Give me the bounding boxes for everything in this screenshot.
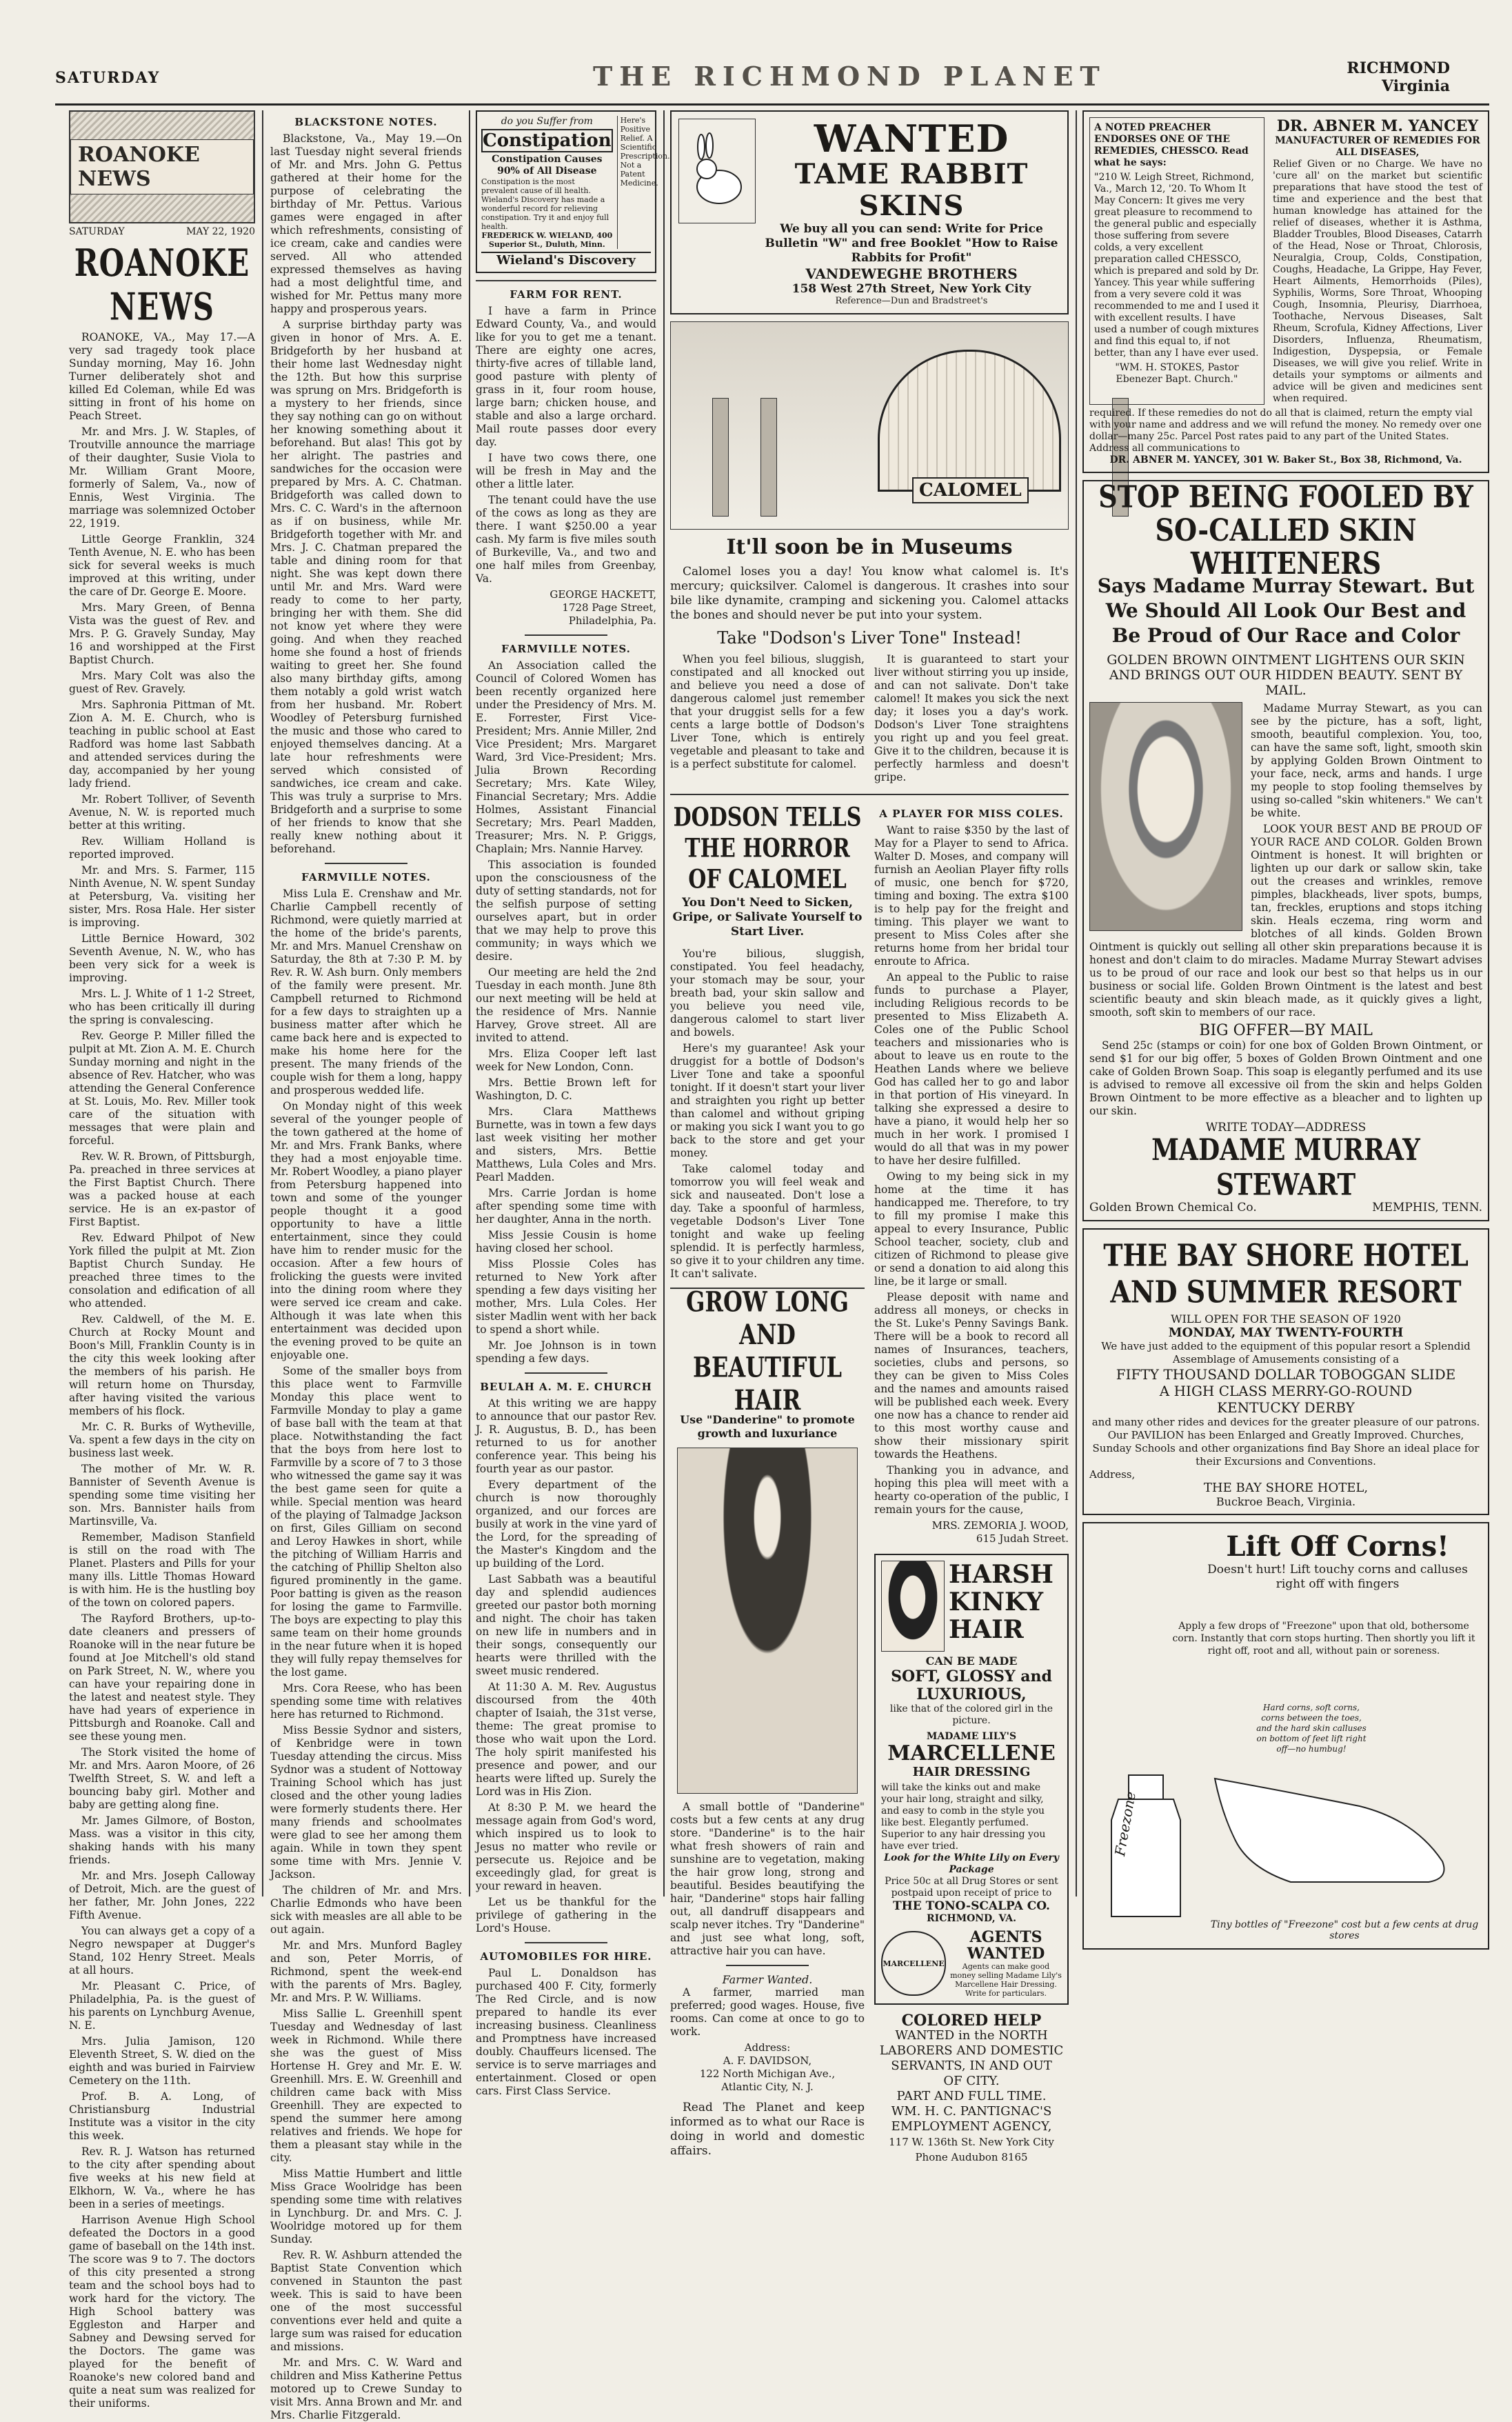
farmer-address-name: A. F. DAVIDSON, [723, 2054, 812, 2067]
yancey-name: DR. ABNER M. YANCEY [1276, 117, 1479, 135]
article-paragraph: Miss Plossie Coles has returned to New York after spending a few days visiting her mother, Mrs. Lula Coles. Her sister Madlin went with her back to spend a short while. [476, 1258, 656, 1336]
article-paragraph: The Stork visited the home of Mr. and Mrs. Aaron Moore, of 26 Twelfth Street, S. W. and left a bouncing baby girl. Mother and baby are getting along fine. [69, 1746, 255, 1811]
article-paragraph: Blackstone, Va., May 19.—On last Tuesday night several friends of Mr. and Mrs. John G. Pettus gathered at their home for the purpose of celebrating the birthday of Mr. Pettus. Various games were engaged in after which refreshments, consisting of ice cream, cake and candies were served. All who attended expressed themselves as having had a most delightful time, and wished for Mr. Pettus many more happy and prosperous years. [270, 132, 462, 315]
harsh-brand-3: HAIR DRESSING [912, 1765, 1031, 1779]
column-three [476, 110, 670, 2097]
divider [325, 863, 407, 864]
help-line-9: Phone Audubon 8165 [915, 2151, 1028, 2163]
rabbit-illustration [678, 119, 756, 223]
harsh-hair-title [949, 1561, 1062, 1652]
harsh-title-2: KINKY [949, 1588, 1044, 1617]
article-paragraph: At this writing we are happy to announce that our pastor Rev. J. R. Augustus, B. D., has been returned to us for another conference year. This being his fourth year as our pastor. [476, 1397, 656, 1475]
roanoke-articles [69, 331, 255, 2410]
article-paragraph: Mrs. Mary Green, of Benna Vista was the guest of Rev. and Mrs. P. G. Gravely Sunday, May 16 and worshipped at the First Baptist Church. [69, 601, 255, 666]
masthead-rule [55, 103, 1489, 106]
corn-subtitle: Doesn't hurt! Lift touchy corns and calluses right off with fingers [1207, 1563, 1468, 1591]
stop-body-2: LOOK YOUR BEST AND BE PROUD OF YOUR RACE AND COLOR. Golden Brown Ointment is honest. It will brighten or lighten up our dark or sallow skin, take out the creases and wrinkles, remove pimples, blackheads, liver spots, bumps, tan, freckles, eruptions and stops itching skin. Heals eczema, ring worm and blotches of all kinds. Golden Brown Ointment is quickly out selling all other skin preparations because it is honest and don't claim to do miracles. Madame Murray Stewart advises us to be proud of our race and look our best so that helps us in our business or social life. Golden Brown Ointment is the latest and best scientific beauty and skin bleach made, as it quickly gives a light, smooth, soft skin to members of our race. [1089, 823, 1482, 1019]
dodson-left: When you feel bilious, sluggish, constipated and all knocked out and believe you need a dose of dangerous calomel just remember that your druggist sells for a few cents a large bottle of Dodson's Liver Tone, which is entirely vegetable and pleasant to take and is a perfect substitute for calomel. [670, 653, 865, 770]
farmer-address-label: Address: [744, 2041, 791, 2054]
player-signature [874, 1519, 1069, 1545]
harsh-hair-ad [874, 1554, 1069, 2005]
article-paragraph: Mrs. Cora Reese, who has been spending some time with relatives here has returned to Richmond. [270, 1682, 462, 1721]
article-paragraph: Please deposit with name and address all moneys, or checks in the St. Luke's Penny Savings Bank. There will be a book to record all names of Insurances, teachers, societies, clubs and persons, so they can be given to Miss Coles and the names and amounts raised will be published each week. Every one now has a chance to render aid to this most worthy cause and show their missionary spirit towards the Heathens. [874, 1291, 1069, 1461]
read-planet: Read The Planet and keep informed as to what our Race is doing in world and domestic affairs. [670, 2101, 865, 2158]
divider [726, 1965, 809, 1966]
noted-preacher-box [1089, 117, 1264, 405]
bay-big-3: KENTUCKY DERBY [1217, 1399, 1355, 1416]
help-line-2: LABORERS AND DOMESTIC [879, 2043, 1064, 2058]
article-paragraph: Miss Bessie Sydnor and sisters, of Kenbridge were in town Tuesday attending the circus. Miss Sydnor was a student of Nottoway Training School which has just closed and the other young ladies were formerly students there. Her many friends and schoolmates were glad to see her among them again. While in town they spent some time with Mrs. Jennie V. Jackson. [270, 1724, 462, 1881]
farmville-council-article [476, 659, 656, 1365]
article-paragraph: Mrs. Carrie Jordan is home after spending some time with her daughter, Anna in the north. [476, 1187, 656, 1225]
farmville-heading: FARMVILLE NOTES. [301, 871, 431, 883]
article-paragraph: Rev. George P. Miller filled the pulpit at Mt. Zion A. M. E. Church Sunday morning and night in the absence of Rev. Hatcher, who was attending the General Conference at St. Louis, Mo. Rev. Miller took care of the situation with messages that were plain and forceful. [69, 1030, 255, 1147]
farm-rent-heading: FARM FOR RENT. [510, 288, 623, 301]
farm-rent-signature [476, 588, 656, 628]
blackstone-heading: BLACKSTONE NOTES. [294, 116, 438, 128]
noted-letter: "210 W. Leigh Street, Richmond, Va., March 12, '20. To Whom It May Concern: It gives me very great pleasure to recommend to the general public and especially those suffering from severe colds, a very excellent preparation called CHESSCO, which is prepared and sold by Dr. Yancey. This year while suffering from a very severe cold it was recommended to me and I used it with excellent results. I have used a number of cough mixtures and find this equal to, if not better, than any I have ever used. [1094, 172, 1260, 359]
article-paragraph: Mrs. Julia Jamison, 120 Eleventh Street, S. W. died on the eighth and was buried in Fairview Cemetery on the 11th. [69, 2035, 255, 2087]
bay-body-1: We have just added to the equipment of this popular resort a Splendid Assemblage of Amusements consisting of a [1101, 1340, 1471, 1365]
bay-hotel: THE BAY SHORE HOTEL, [1203, 1481, 1369, 1495]
article-paragraph: Our meeting are held the 2nd Tuesday in each month. June 8th our next meeting will be held at the residence of Mrs. Nannie Harvey, Grove street. All are invited to attend. [476, 966, 656, 1044]
harsh-city: RICHMOND, VA. [927, 1913, 1016, 1924]
farmer-body: A farmer, married man preferred; good wages. House, five rooms. Can come at once to go to work. [670, 1986, 865, 2038]
harsh-brand-1: MADAME LILY'S [926, 1731, 1017, 1742]
article-paragraph: You can always get a copy of a Negro newspaper at Dugger's Stand, 102 Henry Street. Meals at all hours. [69, 1925, 255, 1976]
column-blackstone [270, 110, 462, 2421]
divider [525, 1942, 607, 1943]
rabbit-ad-company: VANDEWEGHE BROTHERS [805, 266, 1018, 282]
article-paragraph: Mrs. Mary Colt was also the guest of Rev. Gravely. [69, 670, 255, 695]
farmer-address-street: 122 North Michigan Ave., [699, 2068, 836, 2080]
masthead-day: SATURDAY [55, 69, 161, 87]
help-line-8: 117 W. 136th St. New York City [889, 2136, 1054, 2148]
section-title: ROANOKE NEWS [74, 241, 250, 329]
article-paragraph: Mrs. Saphronia Pittman of Mt. Zion A. M. E. Church, who is teaching in public school at East Radford was home last Sabbath and attended services during the day, accompanied by her young lady friend. [69, 699, 255, 790]
article-paragraph: Rev. Edward Philpot of New York filled the pulpit at Mt. Zion Baptist Church Sunday. He preached three times to the consolation and edification of all who attended. [69, 1232, 255, 1310]
dodson-right: It is guaranteed to start your liver without stirring you up inside, and can not salivate. Don't take calomel! It makes you sick the next day; it loses you a day's work. Dodson's Liver Tone straightens you right up and you feel great. Give it to the children, because it is perfectly harmless and doesn't gripe. [874, 653, 1069, 783]
article-paragraph: Here's my guarantee! Ask your druggist for a bottle of Dodson's Liver Tone and take a spoonful tonight. If it doesn't start your liver and straighten you right up better than calomel and without griping or making you sick I want you to go back to the store and get your money. [670, 1042, 865, 1159]
article-paragraph: Mr. James Gilmore, of Boston, Mass. was a visitor in this city, shaking hands with his many friends. [69, 1814, 255, 1866]
article-paragraph: Mr. and Mrs. Munford Bagley and son, Peter Morris, of Richmond, spent the week-end with the parents of Mrs. Bagley, Mr. and Mrs. P. W. Williams. [270, 1939, 462, 2004]
column-five [1082, 110, 1489, 1941]
write-name: MADAME MURRAY STEWART [1151, 1132, 1420, 1203]
horror-body [670, 948, 865, 1281]
masthead-city: RICHMOND [1347, 59, 1450, 77]
article-paragraph: Want to raise $350 by the last of May for a Player to send to Africa. Walter D. Moses, and company will furnish an Aeolian Player fifty rolls of music, one bench for $720, timing and boxing. The extra $100 is to help pay for the freight and timing. This player we want to present to Miss Coles after she returns home from her bridal tour enroute to Africa. [874, 824, 1069, 968]
corn-body: Apply a few drops of "Freezone" upon that old, bothersome corn. Instantly that corn stops hurting. Then shortly you lift it right off, root and all, without pain or soreness. [1172, 1621, 1475, 1657]
harsh-brand-2: MARCELLENE [887, 1741, 1056, 1765]
horror-subtitle: You Don't Need to Sicken, Gripe, or Salivate Yourself to Start Liver. [672, 896, 863, 939]
write-city: MEMPHIS, TENN. [1372, 1201, 1482, 1214]
constipation-ad-subtitle: Constipation Causes 90% of All Disease [492, 154, 603, 177]
column-four [670, 110, 1069, 2163]
farm-sig-city: Philadelphia, Pa. [568, 614, 656, 627]
article-paragraph: You're bilious, sluggish, constipated. You feel headachy, your stomach may be sour, your breath bad, your skin sallow and you believe you need vile, dangerous calomel to start liver and bowels. [670, 948, 865, 1039]
constipation-ad-body: Constipation is the most prevalent cause of ill health. Wieland's Discovery has made a wonderful record for relieving constipation. Try it and enjoy full health. [481, 177, 609, 231]
help-line-6: WM. H. C. PANTIGNAC'S [891, 2104, 1052, 2119]
article-paragraph: Take calomel today and tomorrow you will feel weak and sick and nauseated. Don't lose a day. Take a spoonful of harmless, vegetable Dodson's Liver Tone tonight and wake up feeling splendid. It is perfectly harmless, so give it to your children any time. It can't salivate. [670, 1163, 865, 1280]
column-four-left [670, 802, 865, 2165]
farm-sig-street: 1728 Page Street, [562, 601, 656, 614]
farmville-articles [270, 888, 462, 2422]
museum-illustration [670, 321, 1069, 530]
golden-brown-ad [1082, 480, 1489, 1221]
article-paragraph: On Monday night of this week several of the younger people of the town gathered at the home of Mr. and Mrs. Frank Banks, where they had a most enjoyable time. Mr. Robert Woodley, a piano player from Petersburg happened into town and some of the younger people thought it a good opportunity to have a little entertainment, since they could have him to render music for the occasion. After a few hours of frolicking the guests were invited into the dining room where they were served ice cream and cake. Although it was late when this entertainment was decided upon the evening proved to be quite an enjoyable one. [270, 1100, 462, 1361]
article-paragraph: Mr. and Mrs. Joseph Calloway of Detroit, Mich. are the guest of her father, Mr. John Jones, 222 Fifth Avenue. [69, 1870, 255, 1921]
museum-headline: It'll soon be in Museums [726, 535, 1013, 559]
agents-1: AGENTS [969, 1928, 1042, 1946]
bay-address-label: Address, [1089, 1468, 1136, 1481]
help-line-4: OF CITY. [943, 2074, 1000, 2088]
rabbit-ad-body: We buy all you can send: Write for Price Bulletin "W" and free Booklet "How to Raise Rabbits for Profit" [765, 222, 1058, 265]
article-paragraph: Rev. R. W. Ashburn attended the Baptist State Convention which convened in Staunton the past week. This is said to have been one of the most successful conventions ever held and quite a large sum was raised for education and missions. [270, 2249, 462, 2353]
constipation-ad [476, 110, 670, 273]
yancey-address: DR. ABNER M. YANCEY, 301 W. Baker St., Box 38, Richmond, Va. [1109, 454, 1462, 466]
marcellene-tin: MARCELLENE [881, 1931, 946, 1996]
stop-body-1: Madame Murray Stewart, as you can see by the picture, has a soft, light, smooth, beautiful complexion. You, too, can have the same soft, light, smooth skin by applying Golden Brown Ointment to your face, neck, arms and hands. I urge my people to stop fooling themselves by using so-called "skin whiteners." We can't be white. [1251, 702, 1482, 819]
player-sig-address: 615 Judah Street. [976, 1532, 1069, 1545]
article-paragraph: Remember, Madison Stanfield is still on the road with The Planet. Plasters and Pills for your many ills. Little Thomas Howard is with him. He is the hustling boy of the town on colored papers. [69, 1531, 255, 1609]
write-today: WRITE TODAY—ADDRESS [1205, 1121, 1367, 1134]
stop-title: STOP BEING FOOLED BY SO-CALLED SKIN WHITENERS [1098, 479, 1473, 581]
hair-subtitle: Use "Danderine" to promote growth and luxuriance [680, 1413, 855, 1440]
article-paragraph: Little George Franklin, 324 Tenth Avenue, N. E. who has been sick for several weeks is much improved at this writing, under the care of Dr. George E. Moore. [69, 533, 255, 598]
dateline-day: SATURDAY [69, 226, 125, 237]
constipation-ad-title: Constipation [483, 130, 612, 151]
write-company: Golden Brown Chemical Co. [1089, 1201, 1257, 1214]
rabbit-ad-title: WANTED [814, 117, 1009, 161]
bay-shore-ad [1082, 1228, 1489, 1515]
harsh-title-3: HAIR [949, 1615, 1024, 1644]
article-paragraph: I have a farm in Prince Edward County, Va., and would like for you to get me a tenant. There are eighty one acres, thirty-five acres of tillable land, good pasture with plenty of grass in it, four room house, large barn; chicken house, and stable and also a large orchard. Mail route passes door every day. [476, 305, 656, 448]
noted-head: A NOTED PREACHER ENDORSES ONE OF THE REMEDIES, CHESSCO. Read what he says: [1094, 122, 1249, 168]
help-line-7: EMPLOYMENT AGENCY, [891, 2119, 1052, 2134]
agents-body: Agents can make good money selling Madame Lily's Marcellene Hair Dressing. Write for particulars. [950, 1962, 1062, 1998]
bay-big-1: FIFTY THOUSAND DOLLAR TOBOGGAN SLIDE [1116, 1366, 1456, 1383]
article-paragraph: Every department of the church is now thoroughly organized, and our forces are busily at work in the vine yard of the Lord, for the spreading of the Master's Kingdom and the up building of the Lord. [476, 1479, 656, 1570]
farmer-address [670, 2041, 865, 2094]
section-illustration-label: ROANOKE NEWS [70, 139, 254, 194]
museum-dome [878, 350, 1061, 492]
colored-help-ad [874, 2013, 1069, 2165]
constipation-ad-sender: FREDERICK W. WIELAND, 400 Superior St., Duluth, Minn. [481, 231, 613, 249]
article-paragraph: This association is founded upon the consciousness of the duty of setting standards, not for the selfish purpose of setting ourselves apart, but in order that we may help to prove this community; in ways which we desire. [476, 859, 656, 963]
agents-2: WANTED [967, 1945, 1045, 1963]
article-paragraph: Harrison Avenue High School defeated the Doctors in a good game of baseball on the 14th inst. The score was 9 to 7. The doctors of this city presented a strong team and the school boys had to work hard for the victory. The High School battery was Eggleston and Harper and Sabney and Dewsing served for the Doctors. The game was played for the benefit of Roanoke's new colored band and quite a neat sum was realized for their uniforms. [69, 2214, 255, 2410]
article-paragraph: An appeal to the Public to raise funds to purchase a Player, including Religious records to be presented to Miss Elizabeth A. Coles one of the Public School teachers and missionaries who is about to leave us en route to the Heathen Lands where we believe God has called her to go and labor in that portion of His vineyard. In talking she expressed a desire to have a piano, it would help her so much in her work. I promised I would do all that was in my power to have her desire fulfilled. [874, 971, 1069, 1167]
article-paragraph: Rev. R. J. Watson has returned to the city after spending about five weeks at his new field at Elkhorn, W. Va., where he has been in a series of meetings. [69, 2145, 255, 2210]
column-rule [469, 110, 470, 1896]
article-paragraph: ROANOKE, VA., May 17.—A very sad tragedy took place Sunday morning, May 16. John Turner deliberately shot and killed Ed Coleman, while Ed was sitting in front of his home on Peach Street. [69, 331, 255, 422]
harsh-title-1: HARSH [949, 1560, 1054, 1589]
autos-heading: AUTOMOBILES FOR HIRE. [480, 1950, 652, 1963]
divider [670, 794, 1069, 795]
freezone-bottle-label: Freezone [1111, 1790, 1140, 1858]
yancey-ad [1082, 110, 1489, 473]
madame-stewart-portrait [1089, 702, 1242, 931]
rabbit-ad-address: 158 West 27th Street, New York City [792, 282, 1031, 296]
rabbit-icon [686, 133, 748, 209]
hair-body: A small bottle of "Danderine" costs but a few cents at any drug store. "Danderine" is to the hair what fresh showers of rain and sunshine are to vegetation, making the hair grow long, strong and beautiful. Besides beautifying the hair, "Danderine" stops hair falling out, all dandruff disappears and scalp never itches. Try "Danderine" and just see what long, soft, attractive hair you can have. [670, 1801, 865, 1957]
farmer-address-city: Atlantic City, N. J. [721, 2081, 814, 2093]
article-paragraph: A surprise birthday party was given in honor of Mrs. A. E. Bridgeforth by her husband at their home last Wednesday night the 12th. But how this surprise was sprung on Mrs. Bridgeforth is a mystery to her friends, since they say nothing can go on without her knowing something about it beforehand. But alas! This got by her alright. The pastries and sandwiches for the occasion were prepared by Mrs. A. C. Chatman. Bridgeforth was called down to Mrs. C. C. Ward's in the afternoon as if on business, while Mr. Bridgeforth together with Mr. and Mrs. J. C. Chatman prepared the table and dining room for that night. She was kept down there until Mr. and Mrs. Ward were ready to come to her party, bringing her with them. She did not know yet where they were going. And when they reached home she found a host of friends waiting to greet her. She found also many birthday gifts, among them notably a gold wrist watch from her husband. Mr. Robert Woodley of Petersburg furnished the music and those who cared to enjoyed themselves dancing. At a late hour refreshments were served which consisted of sandwiches, ice cream and cake. This was truly a surprise to Mrs. Bridgeforth and a surprise to some of her friends to know that she really knew nothing about it beforehand. [270, 319, 462, 855]
corn-body-2: Hard corns, soft corns, corns between the toes, and the hard skin calluses on bottom of feet lift right off—no humbug! [1256, 1703, 1367, 1754]
harsh-company: THE TONO-SCALPA CO. [893, 1899, 1050, 1913]
stop-tagline: GOLDEN BROWN OINTMENT LIGHTENS OUR SKIN AND BRINGS OUT OUR HIDDEN BEAUTY. SENT BY MAIL. [1107, 652, 1465, 698]
museum-column [712, 398, 729, 517]
farm-rent-article [476, 305, 656, 586]
article-paragraph: Let us be thankful for the privilege of gathering in the Lord's House. [476, 1896, 656, 1934]
bay-title: THE BAY SHORE HOTEL AND SUMMER RESORT [1103, 1237, 1469, 1310]
divider [525, 1372, 607, 1374]
article-paragraph: Mrs. Clara Matthews Burnette, was in town a few days last week visiting her mother and sisters, Mrs. Bettie Matthews, Lula Coles and Mrs. Pearl Madden. [476, 1105, 656, 1183]
column-rule [262, 110, 263, 1896]
bay-body-2: and many other rides and devices for the greater pleasure of our patrons. [1091, 1416, 1480, 1428]
corn-title: Lift Off Corns! [1226, 1530, 1449, 1563]
article-paragraph: Miss Lula E. Crenshaw and Mr. Charlie Campbell recently of Richmond, were quietly married at the home of the bride's parents, Mr. and Mrs. Manuel Crenshaw on Saturday, the 8th at 7:30 P. M. by Rev. R. W. Ash burn. Only members of the family were present. Mr. Campbell returned to Richmond for a few days to straighten up a business matter after which he came back here and is expected to make his home here for the present. The many friends of the couple wish for them a long, happy and prosperous wedded life. [270, 888, 462, 1097]
autos-body: Paul L. Donaldson has purchased 400 F. City, formerly The Red Circle, and is now prepared to handle its ever increasing business. Cleanliness and Promptness have increased doubly. Chauffeurs licensed. The service is to serve marriages and entertainment. Closed or open cars. First Class Service. [476, 1967, 656, 2097]
player-heading: A PLAYER FOR MISS COLES. [879, 808, 1064, 820]
constipation-ad-kicker: do you Suffer from [501, 116, 593, 127]
bay-body-3: Our PAVILION has been Enlarged and Greatly Improved. Churches, Sunday Schools and other organizations find Bay Shore an ideal place for their Excursions and Conventions. [1092, 1429, 1480, 1468]
hair-title: GROW LONG AND BEAUTIFUL HAIR [686, 1285, 849, 1417]
article-paragraph: Owing to my being sick in my home at the time it has handicapped me. Therefore, to try to fill my promise I make this appeal to every Insurance, Public School teacher, society, club and citizen of Richmond to please give or send a donation to aid along this line, be it large or small. [874, 1170, 1069, 1288]
article-paragraph: The children of Mr. and Mrs. Charlie Edmonds who have been sick with measles are all able to be out again. [270, 1884, 462, 1936]
article-paragraph: Mr. Robert Tolliver, of Seventh Avenue, N. W. is reported much better at this writing. [69, 793, 255, 832]
article-paragraph: At 11:30 A. M. Rev. Augustus discoursed from the 40th chapter of Isaiah, the 31st verse, theme: The great promise to those who wait upon the Lord. The holy spirit manifested his presence and power, and our hearts were lifted up. Surely the Lord was in His Zion. [476, 1681, 656, 1798]
freezone-ad [1082, 1522, 1489, 1950]
article-paragraph: Mr. Pleasant C. Price, of Philadelphia, Pa. is the guest of his parents on Lynchburg Avenue, N. E. [69, 1980, 255, 2032]
article-paragraph: Rev. Caldwell, of the M. E. Church at Rocky Mount and Boon's Mill, Franklin County is in the city this week looking after the members of his parish. He will return home on Thursday, after having visited the various members of his flock. [69, 1313, 255, 1417]
harsh-soft: SOFT, GLOSSY and LUXURIOUS, [891, 1668, 1052, 1703]
column-roanoke [69, 110, 255, 2410]
article-paragraph: Thanking you in advance, and hoping this plea will meet with a hearty co-operation of the public, I remain yours for the cause, [874, 1464, 1069, 1516]
article-paragraph: I have two cows there, one will be fresh in May and the other a little later. [476, 452, 656, 490]
rabbit-ad-subtitle: TAME RABBIT SKINS [794, 158, 1029, 222]
article-paragraph: The mother of Mr. W. R. Bannister of Seventh Avenue is spending some time visiting her son. Mrs. Bannister hails from Martinsville, Va. [69, 1463, 255, 1528]
bay-city: Buckroe Beach, Virginia. [1216, 1495, 1356, 1508]
yancey-body: Relief Given or no Charge. We have no 'cure all' on the market but scientific preparations that have stood the test of time and experience and the best that human knowledge has attained for the relief of diseases, whether it is Asthma, Bladder Troubles, Blood Diseases, Catarrh of the Head, Nose or Throat, Chlorosis, Neuralgia, Croup, Colds, Constipation, Coughs, Headache, La Grippe, Hay Fever, Heart Ailments, Hemorrhoids (Piles), Syphilis, Worms, Sore Throat, Whooping Cough, Insomnia, Pleurisy, Diarrhoea, Toothache, Nervous Diseases, Salt Rheum, Scrofula, Kidney Affections, Liver Disorders, Influenza, Rheumatism, Indigestion, Dyspepsia, or Female Diseases, we will give you relief. Write in details your symptoms or ailments and advice will be given and medicines sent when required. [1273, 159, 1482, 404]
article-paragraph: Mr. Joe Johnson is in town spending a few days. [476, 1339, 656, 1365]
harsh-can: CAN BE MADE [925, 1654, 1018, 1668]
article-paragraph: The tenant could have the use of the cows as long as they are there. I want $250.00 a year cash. My farm is five miles south of Burkeville, Va., and two and one half miles from Greenbay, Va. [476, 494, 656, 585]
farmville-council-heading: FARMVILLE NOTES. [501, 643, 631, 655]
article-paragraph: Mrs. L. J. White of 1 1-2 Street, who has been critically ill during the spring is convalescing. [69, 988, 255, 1026]
help-title: COLORED HELP [901, 2012, 1042, 2030]
masthead [0, 0, 1512, 103]
offer-body: Send 25c (stamps or coin) for one box of Golden Brown Ointment, or send $1 for our big offer, 5 boxes of Golden Brown Ointment and one cake of Golden Brown Soap. This soap is elegantly perfumed and its use is advised to remove all excessive oil from the skin and helps Golden Brown Ointment to be more effective as a bleacher and to lighten up our skin. [1089, 1039, 1482, 1117]
article-paragraph: Miss Jessie Cousin is home having closed her school. [476, 1229, 656, 1254]
dodson-tagline: Take "Dodson's Liver Tone" Instead! [717, 628, 1022, 648]
section-illustration [69, 110, 255, 223]
help-line-1: WANTED in the NORTH [895, 2028, 1048, 2043]
column-rule [663, 110, 665, 1896]
rabbit-ad-reference: Reference—Dun and Bradstreet's [835, 296, 988, 306]
blackstone-articles [270, 132, 462, 856]
bay-big-2: A HIGH CLASS MERRY-GO-ROUND [1159, 1383, 1413, 1399]
masthead-state: Virginia [1382, 77, 1450, 95]
museum-body: Calomel loses you a day! You know what calomel is. It's mercury; quicksilver. Calomel is dangerous. It crashes into sour bile like dynamite, cramping and sickening you. Calomel attacks the bones and should never be put into your system. [670, 565, 1069, 622]
rabbit-skins-ad [670, 110, 1069, 314]
article-paragraph: Mrs. Bettie Brown left for Washington, D. C. [476, 1077, 656, 1102]
bay-date: MONDAY, MAY TWENTY-FOURTH [1168, 1325, 1404, 1340]
divider [525, 634, 607, 636]
dateline [69, 226, 255, 237]
help-line-3: SERVANTS, IN AND OUT [891, 2059, 1052, 2073]
article-paragraph: Miss Mattie Humbert and little Miss Grace Woolridge has been spending some time with relatives in Lynchburg. Dr. and Mrs. C. J. Woolridge motored up for them Sunday. [270, 2168, 462, 2245]
harsh-like: like that of the colored girl in the picture. [889, 1703, 1054, 1726]
bay-open: WILL OPEN FOR THE SEASON OF 1920 [1171, 1312, 1401, 1325]
article-paragraph: Last Sabbath was a beautiful day and splendid audiences greeted our pastor both morning and night. The choir has taken on new life in numbers and in their songs, consequently our hearts were thrilled with the sweet music rendered. [476, 1573, 656, 1677]
constipation-ad-footer: Wieland's Discovery [481, 252, 651, 268]
calomel-label: CALOMEL [912, 477, 1029, 503]
article-paragraph: Mr. and Mrs. C. W. Ward and children and Miss Katherine Pettus motored up to Crewe Sunday to visit Mrs. Anna Brown and Mr. and Mrs. Charlie Fitzgerald. [270, 2356, 462, 2421]
beulah-article [476, 1397, 656, 1935]
masthead-location [1347, 59, 1450, 95]
article-paragraph: Little Bernice Howard, 302 Seventh Avenue, N. W., who has been very sick for a week is improving. [69, 932, 255, 984]
dateline-date: MAY 22, 1920 [186, 226, 255, 237]
article-paragraph: At 8:30 P. M. we heard the message again from God's word, which inspired us to look to Jesus no matter who revile or persecute us. Rejoice and be exceedingly glad, for great is your reward in heaven. [476, 1801, 656, 1892]
article-paragraph: Rev. W. R. Brown, of Pittsburgh, Pa. preached in three services at the First Baptist Church. There was a packed house at each service. He is an ex-pastor of First Baptist. [69, 1150, 255, 1228]
article-paragraph: Some of the smaller boys from this place went to Farmville Monday this place went to Farmville Monday to play a game of base ball with the team at that place. Notwithstanding the fact that the boys from here lost to Farmville by a score of 7 to 3 those who witnessed the game say it was the best game seen for quite a while. Special mention was heard of the playing of Talmadge Jackson on first, Giles Gilliam on second and Leroy Hawkes in short, while the pitching of William Harris and the catching of Phillip Shelton also figured prominently in the game. Poor batting is given as the reason for losing the game to Farmville. The boys are expecting to play this same team on their home grounds in the near future when it is hoped they will fully repay themselves for the lost game. [270, 1365, 462, 1679]
article-paragraph: Rev. William Holland is reported improved. [69, 835, 255, 861]
noted-signature: "WM. H. STOKES, Pastor Ebenezer Bapt. Church." [1115, 362, 1239, 385]
beulah-heading: BEULAH A. M. E. CHURCH [480, 1381, 652, 1393]
farm-sig-name: GEORGE HACKETT, [550, 588, 656, 601]
column-rule [1076, 110, 1077, 1896]
article-paragraph: Mr. and Mrs. J. W. Staples, of Troutville announce the marriage of their daughter, Susie Viola to Mr. William Grant Moore, formerly of Salem, Va., now of Ennis, West Virginia. The marriage was solemnized October 22, 1919. [69, 426, 255, 530]
article-paragraph: An Association called the Council of Colored Women has been recently organized here under the Presidency of Mrs. M. E. Forrester, First Vice-President; Mrs. Annie Miller, 2nd Vice President; Mrs. Margaret Ward, 3rd Vice-President; Mrs. Julia Brown Recording Secretary; Mrs. Kate Wiley, Financial Secretary; Mrs. Addie Holmes, Assistant Financial Secretary; Mrs. Pearl Madden, Treasurer; Mrs. N. P. Griggs, Chaplain; Mrs. Nannie Harvey. [476, 659, 656, 855]
harsh-look: Look for the White Lily on Every Package [884, 1852, 1059, 1875]
write-footer [1089, 1201, 1482, 1214]
article-paragraph: Prof. B. A. Long, of Christiansburg Industrial Institute was a visitor in the city this week. [69, 2090, 255, 2142]
divider [476, 280, 656, 281]
article-paragraph: Mrs. Eliza Cooper left last week for New London, Conn. [476, 1048, 656, 1073]
yancey-subtitle: MANUFACTURER OF REMEDIES FOR ALL DISEASES, [1275, 135, 1480, 158]
museum-column [760, 398, 777, 517]
article-paragraph: Mr. C. R. Burks of Wytheville, Va. spent a few days in the city on business last week. [69, 1421, 255, 1459]
player-sig-name: MRS. ZEMORIA J. WOOD, [931, 1519, 1069, 1532]
article-paragraph: Miss Sallie L. Greenhill spent Tuesday and Wednesday of last week in Richmond. While there she was the guest of Miss Hortense H. Grey and Mr. E. W. Greenhill. Mrs. E. W. Greenhill and children came back with Miss Greenhill. They are expected to spend the summer here among relatives and friends. We hope for them a pleasant stay while in the city. [270, 2008, 462, 2164]
column-four-lower [670, 802, 1069, 2165]
harsh-price: Price 50c at all Drug Stores or sent postpaid upon receipt of price to [885, 1876, 1058, 1899]
constipation-ad-sidebar: Here's Positive Relief. A Scientific Prescription. Not a Patent Medicine. [617, 116, 663, 249]
corn-caption: Tiny bottles of "Freezone" cost but a few cents at drug stores [1210, 1919, 1479, 1941]
help-line-5: PART AND FULL TIME. [896, 2089, 1047, 2103]
harsh-body: will take the kinks out and make your hair long, straight and silky, and easy to comb in the style you like best. Elegantly perfumed. Superior to any hair dressing you have ever tried. [881, 1782, 1046, 1852]
column-four-right [874, 802, 1069, 2165]
horror-title: DODSON TELLS THE HORROR OF CALOMEL [673, 802, 862, 895]
masthead-title: THE RICHMOND PLANET [593, 61, 1107, 92]
harsh-hair-illustration [881, 1561, 945, 1652]
yancey-terms: required. If these remedies do not do all that is claimed, return the empty vial with your name and address and we will refund the money. No remedy over one dollar—many 25c. Parcel Post rates paid to any part of the United States. Address all communications to [1089, 408, 1482, 454]
danderine-illustration [677, 1448, 858, 1794]
article-paragraph: Mr. and Mrs. S. Farmer, 115 Ninth Avenue, N. W. spent Sunday at Petersburg, Va. visiting her sister, Mrs. Rosa Hale. Her sister is improving. [69, 864, 255, 929]
player-article [874, 824, 1069, 1517]
stop-subtitle: Says Madame Murray Stewart. But We Should All Look Our Best and Be Proud of Our Race and Color [1097, 574, 1475, 647]
farmer-heading: Farmer Wanted. [722, 1973, 813, 1986]
offer-title: BIG OFFER—BY MAIL [1199, 1022, 1373, 1039]
foot-icon [1208, 1751, 1470, 1889]
dodson-columns [670, 653, 1069, 787]
article-paragraph: The Rayford Brothers, up-to-date cleaners and pressers of Roanoke will in the near future be found at Joe Mitchell's old stand on Park Street, N. W., where you can have your repairing done in the latest and neatest style. They have had years of experience in Pittsburgh and Roanoke. Call and see these young men. [69, 1612, 255, 1743]
